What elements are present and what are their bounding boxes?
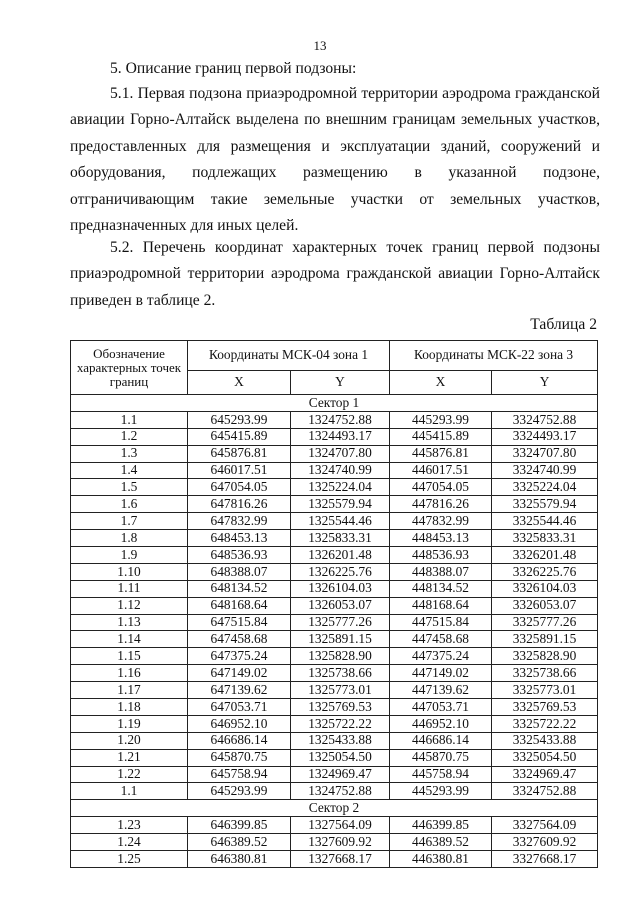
header-msk04: Координаты МСК-04 зона 1 — [188, 341, 390, 371]
cell-msk22-y: 3324740.99 — [492, 462, 598, 479]
cell-msk22-y: 3325891.15 — [492, 631, 598, 648]
cell-msk22-y: 3325544.46 — [492, 513, 598, 530]
cell-msk04-y: 1327668.17 — [291, 851, 390, 868]
cell-msk22-x: 446380.81 — [390, 851, 492, 868]
cell-msk22-x: 447375.24 — [390, 648, 492, 665]
cell-msk22-x: 445870.75 — [390, 749, 492, 766]
cell-msk04-x: 646017.51 — [188, 462, 291, 479]
cell-point-id: 1.5 — [71, 479, 188, 496]
cell-msk04-y: 1326201.48 — [291, 547, 390, 564]
table-row — [71, 547, 598, 564]
cell-msk22-y: 3324707.80 — [492, 445, 598, 462]
cell-msk04-x: 648134.52 — [188, 580, 291, 597]
cell-msk04-x: 645415.89 — [188, 428, 291, 445]
cell-point-id: 1.15 — [71, 648, 188, 665]
cell-msk22-x: 447458.68 — [390, 631, 492, 648]
table-row — [71, 665, 598, 682]
cell-msk04-x: 647458.68 — [188, 631, 291, 648]
cell-msk04-x: 645293.99 — [188, 783, 291, 800]
sector-row — [71, 395, 598, 412]
table-row — [71, 766, 598, 783]
cell-msk22-y: 3326201.48 — [492, 547, 598, 564]
cell-msk22-x: 448168.64 — [390, 597, 492, 614]
table-row — [71, 682, 598, 699]
cell-msk04-x: 648168.64 — [188, 597, 291, 614]
table-row — [71, 614, 598, 631]
cell-point-id: 1.23 — [71, 817, 188, 834]
cell-msk04-x: 647816.26 — [188, 496, 291, 513]
cell-msk22-x: 447515.84 — [390, 614, 492, 631]
cell-msk22-y: 3326225.76 — [492, 563, 598, 580]
sector-row — [71, 800, 598, 817]
paragraph-5-2: 5.2. Перечень координат характерных точек границ первой подзоны приаэродромной территории аэродрома гражданской авиации Горно-Алтайск приведен в таблице 2. — [70, 239, 600, 309]
cell-msk04-y: 1325224.04 — [291, 479, 390, 496]
cell-point-id: 1.14 — [71, 631, 188, 648]
cell-point-id: 1.1 — [71, 783, 188, 800]
cell-msk22-y: 3325833.31 — [492, 530, 598, 547]
cell-msk04-x: 646380.81 — [188, 851, 291, 868]
table-row — [71, 580, 598, 597]
cell-msk22-x: 446017.51 — [390, 462, 492, 479]
cell-msk04-y: 1324740.99 — [291, 462, 390, 479]
cell-point-id: 1.12 — [71, 597, 188, 614]
cell-msk22-x: 446952.10 — [390, 715, 492, 732]
table-row — [71, 530, 598, 547]
cell-point-id: 1.22 — [71, 766, 188, 783]
cell-point-id: 1.2 — [71, 428, 188, 445]
cell-msk22-x: 448134.52 — [390, 580, 492, 597]
cell-msk22-y: 3327564.09 — [492, 817, 598, 834]
cell-point-id: 1.25 — [71, 851, 188, 868]
header-msk22-x: X — [390, 371, 492, 395]
cell-point-id: 1.20 — [71, 732, 188, 749]
paragraph-5-1: 5.1. Первая подзона приаэродромной территории аэродрома гражданской авиации Горно-Алтайск выделена по внешним границам земельных участков, предоставленных для размещения и эксплуатации зданий, сооружений и оборудования, подлежащих размещению в указанной подзоне, отграничивающим такие земельные участки от земельных участков, предназначенных для иных целей. — [70, 85, 600, 235]
cell-msk22-y: 3325777.26 — [492, 614, 598, 631]
table-row — [71, 479, 598, 496]
table-row — [71, 699, 598, 716]
table-row — [71, 513, 598, 530]
cell-msk04-y: 1324493.17 — [291, 428, 390, 445]
cell-msk22-x: 445293.99 — [390, 411, 492, 428]
cell-msk22-y: 3325433.88 — [492, 732, 598, 749]
cell-msk22-y: 3325773.01 — [492, 682, 598, 699]
cell-msk22-y: 3326104.03 — [492, 580, 598, 597]
section-heading: 5. Описание границ первой подзоны: — [110, 60, 357, 77]
cell-msk22-y: 3325054.50 — [492, 749, 598, 766]
table-row — [71, 648, 598, 665]
cell-point-id: 1.10 — [71, 563, 188, 580]
cell-msk22-y: 3325828.90 — [492, 648, 598, 665]
cell-msk22-y: 3327609.92 — [492, 834, 598, 851]
cell-point-id: 1.11 — [71, 580, 188, 597]
cell-msk04-y: 1326225.76 — [291, 563, 390, 580]
cell-msk22-x: 448536.93 — [390, 547, 492, 564]
cell-msk22-x: 447139.62 — [390, 682, 492, 699]
cell-msk04-x: 647375.24 — [188, 648, 291, 665]
cell-msk04-y: 1326104.03 — [291, 580, 390, 597]
cell-msk04-x: 647054.05 — [188, 479, 291, 496]
cell-point-id: 1.18 — [71, 699, 188, 716]
cell-point-id: 1.8 — [71, 530, 188, 547]
cell-msk04-x: 645870.75 — [188, 749, 291, 766]
table-row — [71, 817, 598, 834]
table-row — [71, 783, 598, 800]
cell-point-id: 1.3 — [71, 445, 188, 462]
cell-msk22-y: 3327668.17 — [492, 851, 598, 868]
header-msk04-y: Y — [291, 371, 390, 395]
table-row — [71, 496, 598, 513]
table-row — [71, 563, 598, 580]
cell-point-id: 1.7 — [71, 513, 188, 530]
cell-point-id: 1.24 — [71, 834, 188, 851]
table-row — [71, 597, 598, 614]
cell-msk04-x: 647053.71 — [188, 699, 291, 716]
cell-msk22-x: 447054.05 — [390, 479, 492, 496]
header-point-designation: Обозначение характерных точек границ — [71, 341, 188, 395]
cell-msk22-x: 445758.94 — [390, 766, 492, 783]
table-row — [71, 462, 598, 479]
table-row — [71, 631, 598, 648]
cell-msk04-y: 1325722.22 — [291, 715, 390, 732]
cell-msk22-y: 3325579.94 — [492, 496, 598, 513]
cell-msk04-x: 645293.99 — [188, 411, 291, 428]
table-body — [71, 395, 598, 868]
cell-msk22-y: 3326053.07 — [492, 597, 598, 614]
cell-msk04-y: 1324707.80 — [291, 445, 390, 462]
cell-msk22-y: 3324969.47 — [492, 766, 598, 783]
cell-msk04-x: 646952.10 — [188, 715, 291, 732]
cell-msk22-x: 446389.52 — [390, 834, 492, 851]
cell-msk22-y: 3324493.17 — [492, 428, 598, 445]
cell-msk22-y: 3325738.66 — [492, 665, 598, 682]
table-row — [71, 715, 598, 732]
header-msk22: Координаты МСК-22 зона 3 — [390, 341, 598, 371]
cell-msk22-y: 3325722.22 — [492, 715, 598, 732]
cell-msk22-x: 448388.07 — [390, 563, 492, 580]
cell-msk04-y: 1325544.46 — [291, 513, 390, 530]
cell-msk22-y: 3324752.88 — [492, 783, 598, 800]
cell-msk04-y: 1324752.88 — [291, 783, 390, 800]
cell-point-id: 1.13 — [71, 614, 188, 631]
cell-msk04-y: 1325433.88 — [291, 732, 390, 749]
cell-point-id: 1.16 — [71, 665, 188, 682]
cell-msk22-x: 445876.81 — [390, 445, 492, 462]
table-row — [71, 445, 598, 462]
table-row — [71, 411, 598, 428]
cell-msk22-x: 447149.02 — [390, 665, 492, 682]
cell-msk04-x: 647832.99 — [188, 513, 291, 530]
cell-msk04-y: 1326053.07 — [291, 597, 390, 614]
cell-msk04-x: 647149.02 — [188, 665, 291, 682]
sector-title: Сектор 2 — [71, 800, 598, 817]
cell-point-id: 1.9 — [71, 547, 188, 564]
cell-msk04-y: 1325579.94 — [291, 496, 390, 513]
cell-msk04-y: 1325777.26 — [291, 614, 390, 631]
cell-msk04-x: 646686.14 — [188, 732, 291, 749]
cell-msk04-y: 1325828.90 — [291, 648, 390, 665]
cell-msk04-x: 645758.94 — [188, 766, 291, 783]
table-row — [71, 428, 598, 445]
cell-msk22-y: 3325224.04 — [492, 479, 598, 496]
cell-msk22-x: 445415.89 — [390, 428, 492, 445]
cell-msk04-x: 646399.85 — [188, 817, 291, 834]
cell-msk04-x: 648453.13 — [188, 530, 291, 547]
cell-msk04-y: 1327609.92 — [291, 834, 390, 851]
cell-msk04-x: 646389.52 — [188, 834, 291, 851]
cell-msk22-x: 446686.14 — [390, 732, 492, 749]
cell-msk04-y: 1325833.31 — [291, 530, 390, 547]
cell-msk04-y: 1325891.15 — [291, 631, 390, 648]
cell-msk04-x: 648388.07 — [188, 563, 291, 580]
cell-point-id: 1.4 — [71, 462, 188, 479]
cell-msk04-x: 645876.81 — [188, 445, 291, 462]
cell-msk04-y: 1324969.47 — [291, 766, 390, 783]
page-number: 13 — [313, 38, 327, 53]
cell-msk04-y: 1325769.53 — [291, 699, 390, 716]
cell-msk04-x: 647515.84 — [188, 614, 291, 631]
cell-msk22-x: 447053.71 — [390, 699, 492, 716]
cell-point-id: 1.21 — [71, 749, 188, 766]
cell-msk22-y: 3324752.88 — [492, 411, 598, 428]
cell-msk22-x: 447816.26 — [390, 496, 492, 513]
cell-msk22-y: 3325769.53 — [492, 699, 598, 716]
cell-msk22-x: 445293.99 — [390, 783, 492, 800]
table-row — [71, 851, 598, 868]
cell-point-id: 1.17 — [71, 682, 188, 699]
cell-msk04-y: 1324752.88 — [291, 411, 390, 428]
cell-msk04-x: 647139.62 — [188, 682, 291, 699]
cell-msk22-x: 446399.85 — [390, 817, 492, 834]
cell-msk22-x: 448453.13 — [390, 530, 492, 547]
table-row — [71, 834, 598, 851]
sector-title: Сектор 1 — [71, 395, 598, 412]
header-msk04-x: X — [188, 371, 291, 395]
cell-msk22-x: 447832.99 — [390, 513, 492, 530]
header-msk22-y: Y — [492, 371, 598, 395]
cell-point-id: 1.6 — [71, 496, 188, 513]
cell-point-id: 1.19 — [71, 715, 188, 732]
table-caption: Таблица 2 — [530, 316, 597, 333]
cell-point-id: 1.1 — [71, 411, 188, 428]
cell-msk04-y: 1325054.50 — [291, 749, 390, 766]
table-row — [71, 732, 598, 749]
cell-msk04-y: 1325773.01 — [291, 682, 390, 699]
cell-msk04-y: 1325738.66 — [291, 665, 390, 682]
table-row — [71, 749, 598, 766]
cell-msk04-x: 648536.93 — [188, 547, 291, 564]
cell-msk04-y: 1327564.09 — [291, 817, 390, 834]
coordinates-table — [70, 340, 598, 868]
